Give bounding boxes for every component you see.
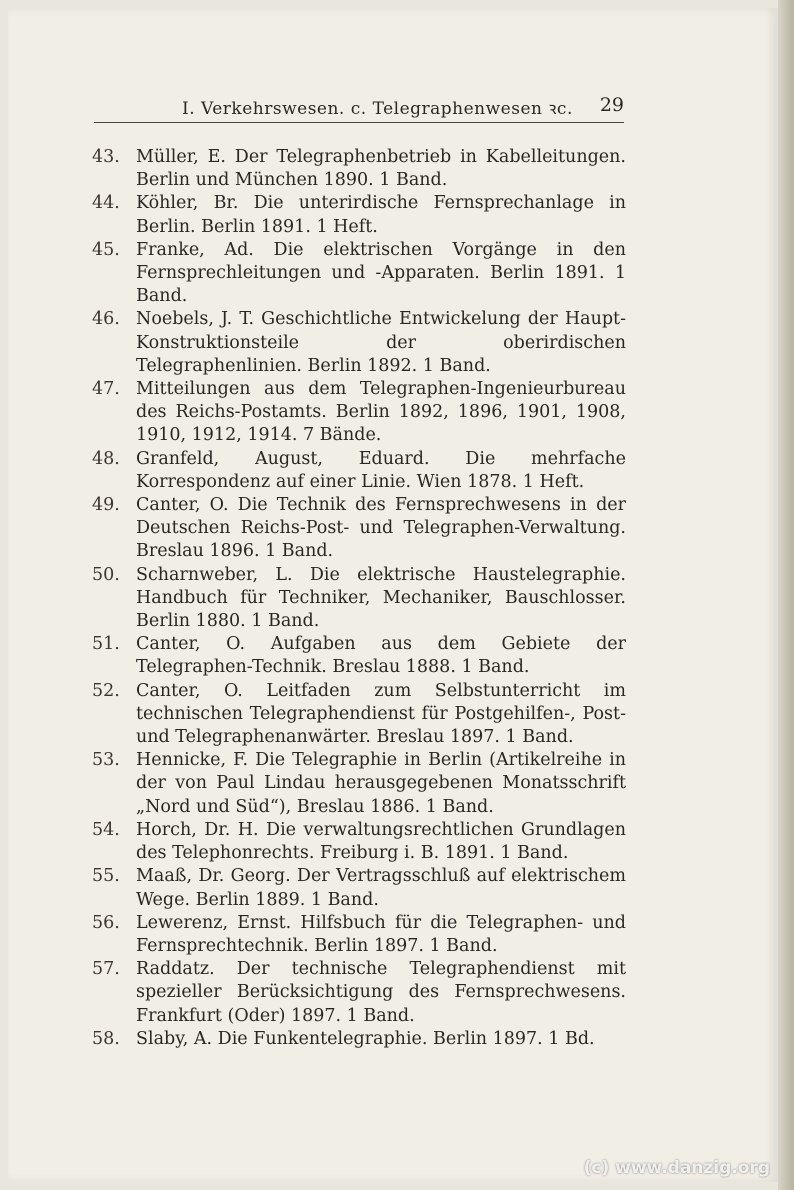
entry-text: Maaß, Dr. Georg. Der Vertragsschluß auf elektrischem Wege. Berlin 1889. 1 Band. — [136, 866, 626, 910]
entry-number: 46. — [92, 309, 120, 330]
entry-number: 49. — [92, 495, 120, 516]
entry-text: Canter, O. Leitfaden zum Selbstunterricht im technischen Telegraphendienst für Postgehilfen-, Post- und Telegraphenanwärter. Breslau 1897. 1 Band. — [136, 680, 626, 748]
list-item — [92, 494, 626, 564]
entry-number: 44. — [92, 193, 120, 214]
entry-text: Slaby, A. Die Funkentelegraphie. Berlin 1897. 1 Bd. — [136, 1028, 595, 1049]
bibliography-list — [92, 146, 626, 1051]
entry-text: Lewerenz, Ernst. Hilfsbuch für die Telegraphen- und Fernsprechtechnik. Berlin 1897. 1 Band. — [136, 912, 626, 956]
entry-number: 51. — [92, 634, 120, 655]
header-rule — [94, 122, 624, 123]
entry-number: 47. — [92, 379, 120, 400]
list-item — [92, 680, 626, 750]
entry-number: 54. — [92, 819, 120, 840]
list-item — [92, 749, 626, 819]
list-item — [92, 378, 626, 448]
entry-text: Mitteilungen aus dem Telegraphen-Ingenieurbureau des Reichs-Postamts. Berlin 1892, 1896, 1901, 1908, 1910, 1912, 1914. 7 Bände. — [136, 379, 626, 446]
list-item — [92, 819, 626, 865]
list-item — [92, 1028, 626, 1051]
entry-number: 56. — [92, 912, 120, 933]
watermark: (c) www.danzig.org — [583, 1158, 770, 1178]
entry-number: 57. — [92, 959, 120, 980]
entry-text: Franke, Ad. Die elektrischen Vorgänge in den Fernsprechleitungen und -Apparaten. Berlin 1891. 1 Band. — [136, 239, 626, 307]
entry-number: 48. — [92, 448, 120, 469]
list-item — [92, 448, 626, 494]
entry-text: Noebels, J. T. Geschichtliche Entwickelung der Haupt-Konstruktionsteile der oberirdischen Telegraphenlinien. Berlin 1892. 1 Band. — [136, 309, 626, 376]
list-item — [92, 865, 626, 911]
header-title: I. Verkehrswesen. c. Telegraphenwesen ꝛc. — [182, 99, 573, 119]
book-page — [8, 8, 778, 1182]
entry-number: 43. — [92, 147, 120, 167]
list-item — [92, 192, 626, 238]
entry-text: Müller, E. Der Telegraphenbetrieb in Kabelleitungen. Berlin und München 1890. 1 Band. — [136, 147, 626, 191]
running-header — [94, 94, 624, 122]
entry-text: Canter, O. Aufgaben aus dem Gebiete der Telegraphen-Technik. Breslau 1888. 1 Band. — [136, 634, 626, 678]
entry-text: Canter, O. Die Technik des Fernsprechwesens in der Deutschen Reichs-Post- und Telegraphen-Verwaltung. Breslau 1896. 1 Band. — [136, 495, 626, 562]
entry-number: 58. — [92, 1028, 120, 1049]
list-item — [92, 958, 626, 1028]
list-item — [92, 308, 626, 378]
entry-number: 50. — [92, 564, 120, 585]
page-edge — [778, 0, 794, 1190]
list-item — [92, 239, 626, 309]
entry-text: Hennicke, F. Die Telegraphie in Berlin (Artikelreihe in der von Paul Lindau herausgegebenen Monatsschrift „Nord und Süd“), Breslau 1886. 1 Band. — [136, 750, 626, 817]
list-item — [92, 146, 626, 192]
entry-number: 52. — [92, 680, 120, 701]
entry-text: Horch, Dr. H. Die verwaltungsrechtlichen Grundlagen des Telephonrechts. Freiburg i. B. 1891. 1 Band. — [136, 819, 626, 864]
entry-text: Scharnweber, L. Die elektrische Haustelegraphie. Handbuch für Techniker, Mechaniker, Bauschlosser. Berlin 1880. 1 Band. — [136, 564, 626, 632]
entry-number: 45. — [92, 239, 120, 260]
entry-text: Köhler, Br. Die unterirdische Fernsprechanlage in Berlin. Berlin 1891. 1 Heft. — [136, 193, 626, 237]
list-item — [92, 633, 626, 679]
entry-text: Granfeld, August, Eduard. Die mehrfache Korrespondenz auf einer Linie. Wien 1878. 1 Heft. — [136, 448, 626, 492]
entry-number: 53. — [92, 750, 120, 771]
list-item — [92, 912, 626, 958]
list-item — [92, 564, 626, 634]
entry-number: 55. — [92, 866, 120, 887]
entry-text: Raddatz. Der technische Telegraphendienst mit spezieller Berücksichtigung des Fernsprechwesens. Frankfurt (Oder) 1897. 1 Band. — [136, 959, 626, 1026]
page-number: 29 — [599, 94, 624, 116]
